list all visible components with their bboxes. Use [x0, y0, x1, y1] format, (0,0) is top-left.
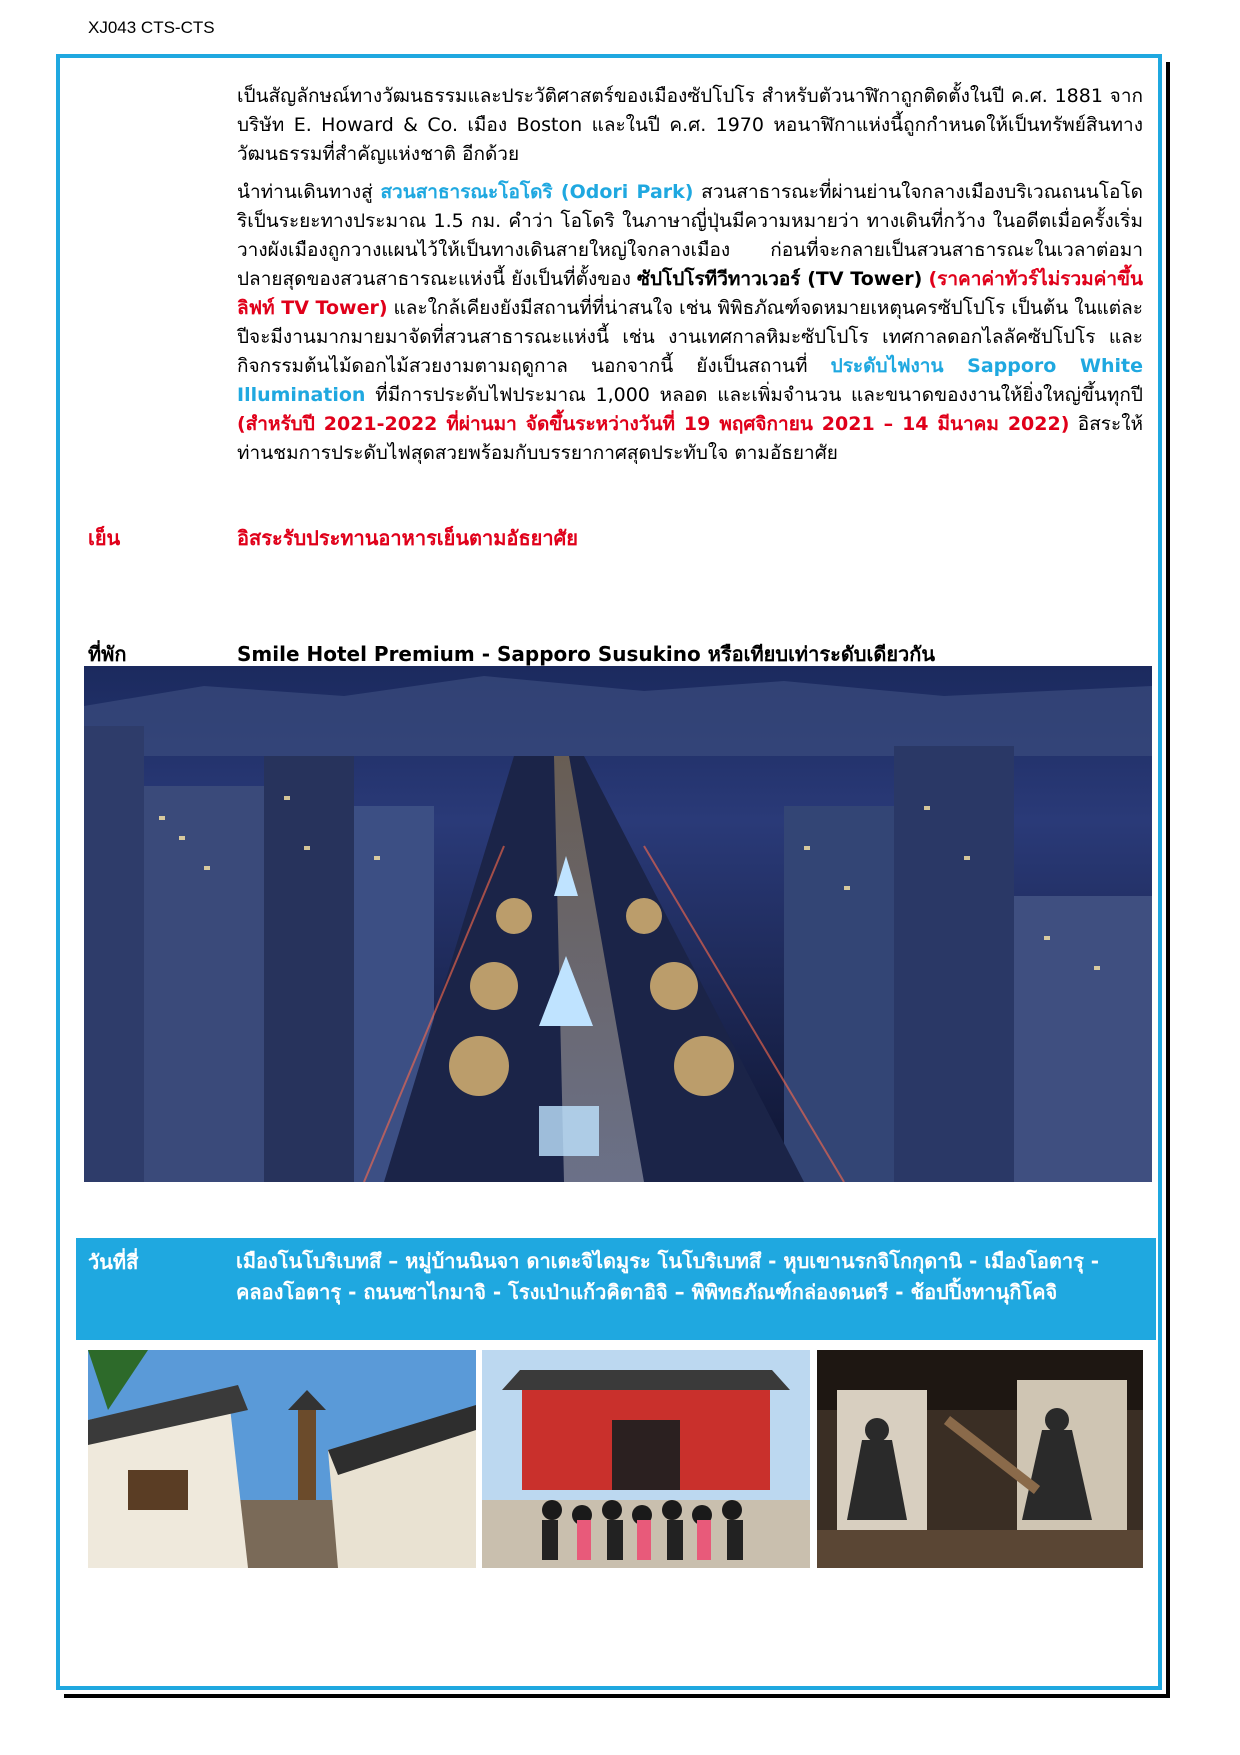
day-four-itinerary: เมืองโนโบริเบทสึ – หมู่บ้านนินจา ดาเตะจิไดมูระ โนโบริเบทสึ - หุบเขานรกจิโกกุดานิ - เมืองโอตารุ - คลองโอตารุ - ถนนซาไกมาจิ - โรงเป่าแก้วคิตาอิจิ – พิพิทธภัณฑ์กล่องดนตรี - ช้อปปิ้งทานุกิโคจิ: [236, 1249, 1100, 1304]
odori-desc-1: สวนสาธารณะที่ผ่านย่านใจกลางเมืองบริเวณถนนโอโดริเป็นระยะทางประมาณ 1.5 กม. คำว่า โอโดริ ในภาษาญี่ปุ่นมีความหมายว่า ทางเดินที่กว้าง ในอดีตเมื่อครั้งเริ่มวางผังเมืองถูกวางแผนไว้ให้เป็นทางเดินสายใหญ่ใจกลางเมือง ก่อนที่จะกลายเป็นสวนสาธารณะในเวลาต่อมา ปลายสุดของสวนสาธารณะแห่งนี้ ยังเป็นที่ตั้งของ: [237, 181, 1143, 290]
odori-desc-4: อิสระให้ท่านชมการประดับไฟสุดสวยพร้อมกับบรรยากาศสุดประทับใจ ตามอัธยาศัย: [237, 413, 1144, 464]
hotel-label: ที่พัก: [88, 642, 127, 666]
dinner-text: อิสระรับประทานอาหารเย็นตามอัธยาศัย: [237, 526, 579, 550]
clock-tower-text: เป็นสัญลักษณ์ทางวัฒนธรรมและประวัติศาสตร์ของเมืองซัปโปโร สำหรับตัวนาฬิกาถูกติดตั้งในปี ค.ศ. 1881 จากบริษัท E. Howard & Co. เมือง Boston และในปี ค.ศ. 1970 หอนาฬิกาแห่งนี้ถูกกำหนดให้เป็นทรัพย์สินทางวัฒนธรรมที่สำคัญแห่งชาติ อีกด้วย: [237, 85, 1143, 165]
odori-desc-3: ที่มีการประดับไฟประมาณ 1,000 หลอด และเพิ่มจำนวน และขนาดของงานให้ยิ่งใหญ่ขึ้นทุกปี: [375, 384, 1143, 406]
edo-village-photo: [88, 1350, 476, 1568]
illumination-name: ประดับไฟงาน Sapporo White Illumination: [237, 355, 1143, 406]
illumination-dates: (สำหรับปี 2021-2022 ที่ผ่านมา จัดขึ้นระหว่างวันที่ 19 พฤศจิกายน 2021 – 14 มีนาคม 2022): [237, 413, 1070, 435]
hotel-text: Smile Hotel Premium - Sapporo Susukino หรือเทียบเท่าระดับเดียวกัน: [237, 642, 936, 666]
document-code: XJ043 CTS-CTS: [88, 18, 215, 37]
ninja-village-gate-photo: [482, 1350, 810, 1568]
price-note: (ราคาค่าทัวร์ไม่รวมค่าขึ้นลิฟท์ TV Tower): [237, 268, 1144, 319]
clock-tower-paragraph: [237, 82, 1143, 169]
odori-desc-2: และใกล้เคียงยังมีสถานที่ที่น่าสนใจ เช่น พิพิธภัณฑ์จดหมายเหตุนครซัปโปโร เป็นต้น ในแต่ละปีจะมีงานมากมายมาจัดที่สวนสาธารณะแห่งนี้ เช่น งานเทศกาลหิมะซัปโปโร เทศกาลดอกไลลัคซัปโปโร และกิจกรรมต้นไม้ดอกไม้สวยงามตามฤดูกาล นอกจากนี้ ยังเป็นสถานที่: [237, 297, 1143, 377]
dinner-label: เย็น: [88, 526, 121, 550]
tv-tower-name: ซัปโปโรทีวีทาวเวอร์ (TV Tower): [637, 268, 923, 290]
odori-park-name: สวนสาธารณะโอโดริ (Odori Park): [380, 181, 694, 203]
odori-park-night-photo: [84, 666, 1152, 1182]
day-four-banner: [76, 1238, 1156, 1340]
odori-park-paragraph: [237, 178, 1143, 468]
ninja-show-photo: [817, 1350, 1143, 1568]
day-four-label: วันที่สี่: [88, 1250, 139, 1274]
odori-lead: นำท่านเดินทางสู่: [237, 181, 381, 203]
